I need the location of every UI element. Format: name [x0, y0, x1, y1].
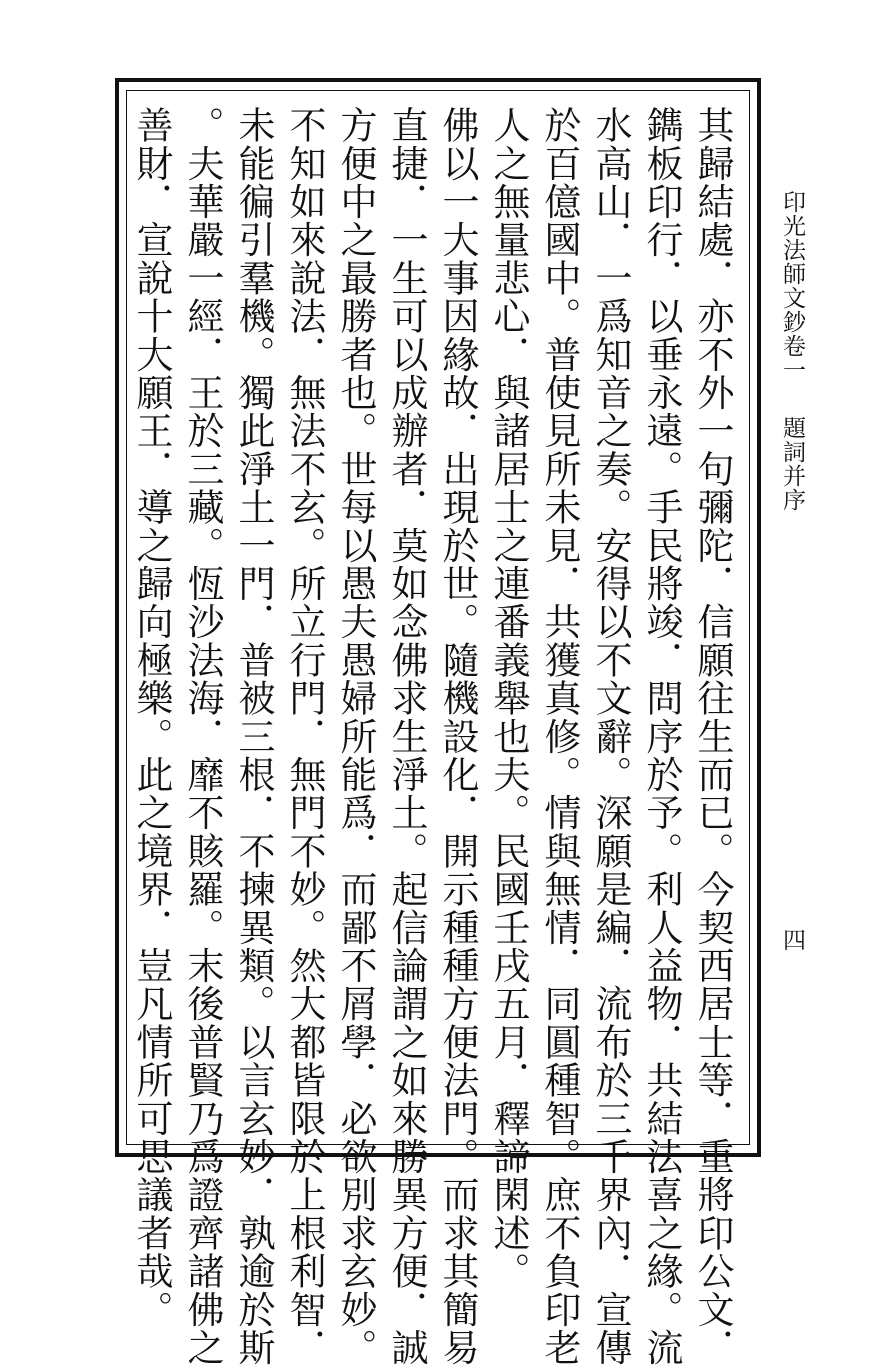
body-text [130, 106, 738, 1367]
text-column: 水高山．一爲知音之奏。安得以不文辭。深願是編．流布於三千界內．宣傳 [589, 106, 632, 1367]
text-column: 佛以一大事因緣故．出現於世。隨機設化．開示種種方便法門。而求其簡易 [436, 106, 479, 1367]
text-column: 人之無量悲心．與諸居士之連番義舉也夫。民國壬戌五月．釋諦閑述。 [487, 106, 530, 1291]
margin-running-title [776, 190, 809, 512]
text-column: 方便中之最勝者也。世每以愚夫愚婦所能爲．而鄙不屑學．必欲別求玄妙。 [334, 106, 377, 1367]
page-number: 四 [779, 928, 805, 951]
text-column: 直捷．一生可以成辦者．莫如念佛求生淨土。起信論謂之如來勝異方便．誠 [385, 106, 428, 1367]
text-column: 其歸結處．亦不外一句彌陀．信願往生而已。今契西居士等．重將印公文． [691, 106, 734, 1367]
text-column: 鐫板印行．以垂永遠。手民將竣．問序於予。利人益物．共結法喜之緣。流 [640, 106, 683, 1367]
book-title: 印光法師文鈔卷一 [779, 190, 805, 382]
section-title: 題詞并序 [779, 416, 805, 512]
text-column: 不知如來說法．無法不玄。所立行門．無門不妙。然大都皆限於上根利智． [283, 106, 326, 1367]
text-column: 於百億國中。普使見所未見．共獲真修。情與無情．同圓種智。庶不負印老 [538, 106, 581, 1367]
text-column: 未能徧引羣機。獨此淨土一門．普被三根．不揀異類。以言玄妙．孰逾於斯 [232, 106, 275, 1367]
text-column: 。夫華嚴一經．王於三藏。恆沙法海．靡不賅羅。末後普賢乃爲證齊諸佛之 [181, 106, 224, 1367]
text-column: 善財．宣說十大願王．導之歸向極樂。此之境界．豈凡情所可思議者哉。 [130, 106, 173, 1329]
